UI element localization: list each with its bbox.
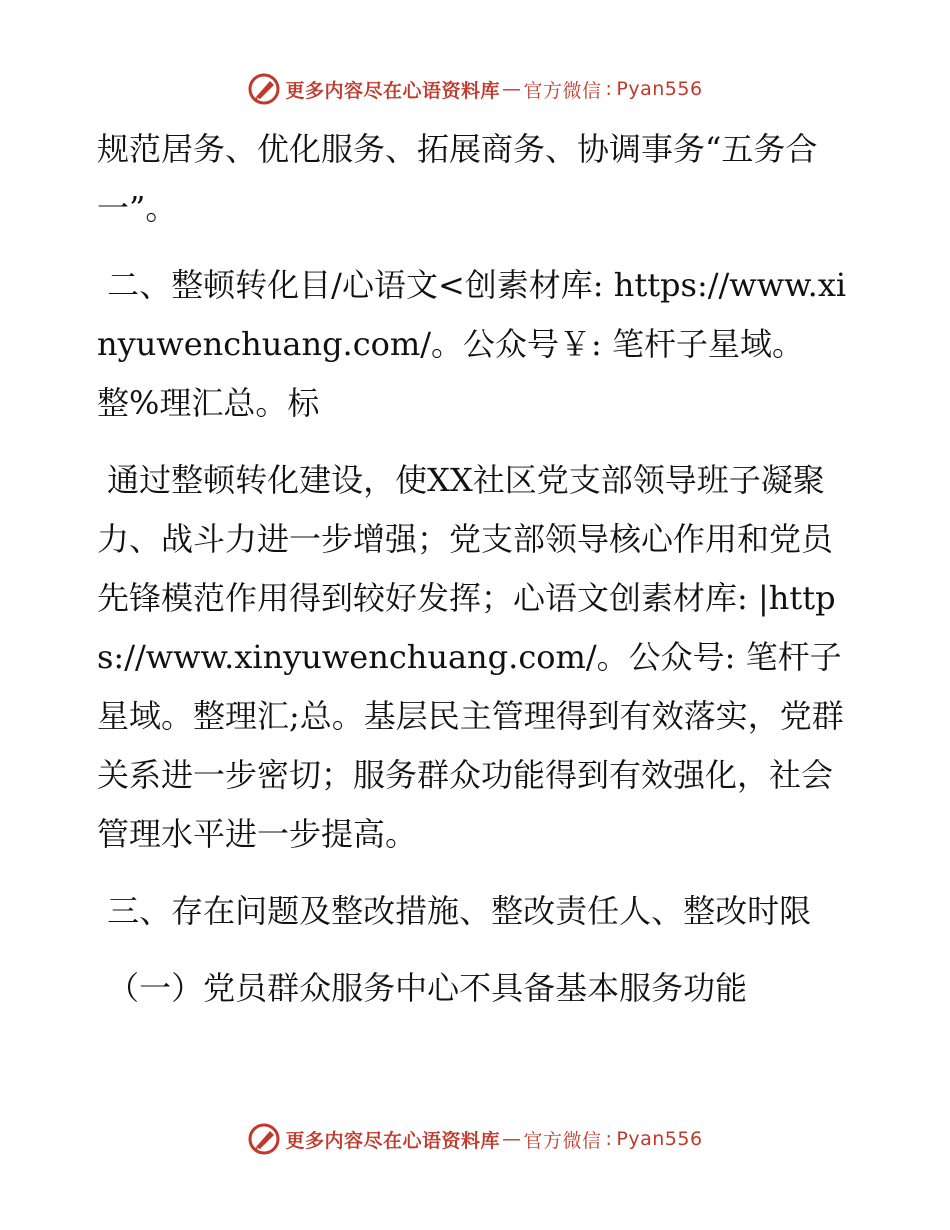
paragraph: 规范居务、优化服务、拓展商务、协调事务“五务合一”。 <box>97 130 818 227</box>
banner-separator: — <box>501 1128 522 1150</box>
section-heading: 二、整顿转化目/心语文<创素材库: https://www.xinyuwenchuang.com/。公众号￥: 笔杆子星域。整%理汇总。标 <box>97 266 847 422</box>
banner-colon: : <box>605 78 613 100</box>
document-body <box>97 120 857 1018</box>
paragraph: 通过整顿转化建设，使XX社区党支部领导班子凝聚力、战斗力进一步增强；党支部领导核心作用和党员先锋模范作用得到较好发挥；心语文创素材库: |https://www.xinyuwenchuang.com/。公众号: 笔杆子星域。整理汇;总。基层民主管理得到有效落实，党群关系进一步密切；服务群众功能得到有效强化，社会管理水平进一步提高。 <box>97 461 844 853</box>
banner-wechat-id: Pyan556 <box>616 1128 703 1150</box>
section-heading: 三、存在问题及整改措施、整改责任人、整改时限 <box>97 892 812 930</box>
footer-watermark-banner <box>0 1122 950 1156</box>
banner-separator: — <box>501 78 522 100</box>
header-watermark-banner <box>0 72 950 106</box>
banner-wechat-id: Pyan556 <box>616 78 703 100</box>
banner-wechat-label: 官方微信 <box>523 1129 602 1152</box>
banner-colon: : <box>605 1128 613 1150</box>
pen-logo-icon <box>247 1122 281 1156</box>
banner-text: 更多内容尽在心语资料库 <box>285 79 500 102</box>
banner-text: 更多内容尽在心语资料库 <box>285 1129 500 1152</box>
pen-logo-icon <box>247 72 281 106</box>
sub-heading: （一）党员群众服务中心不具备基本服务功能 <box>97 969 748 1007</box>
banner-wechat-label: 官方微信 <box>523 79 602 102</box>
